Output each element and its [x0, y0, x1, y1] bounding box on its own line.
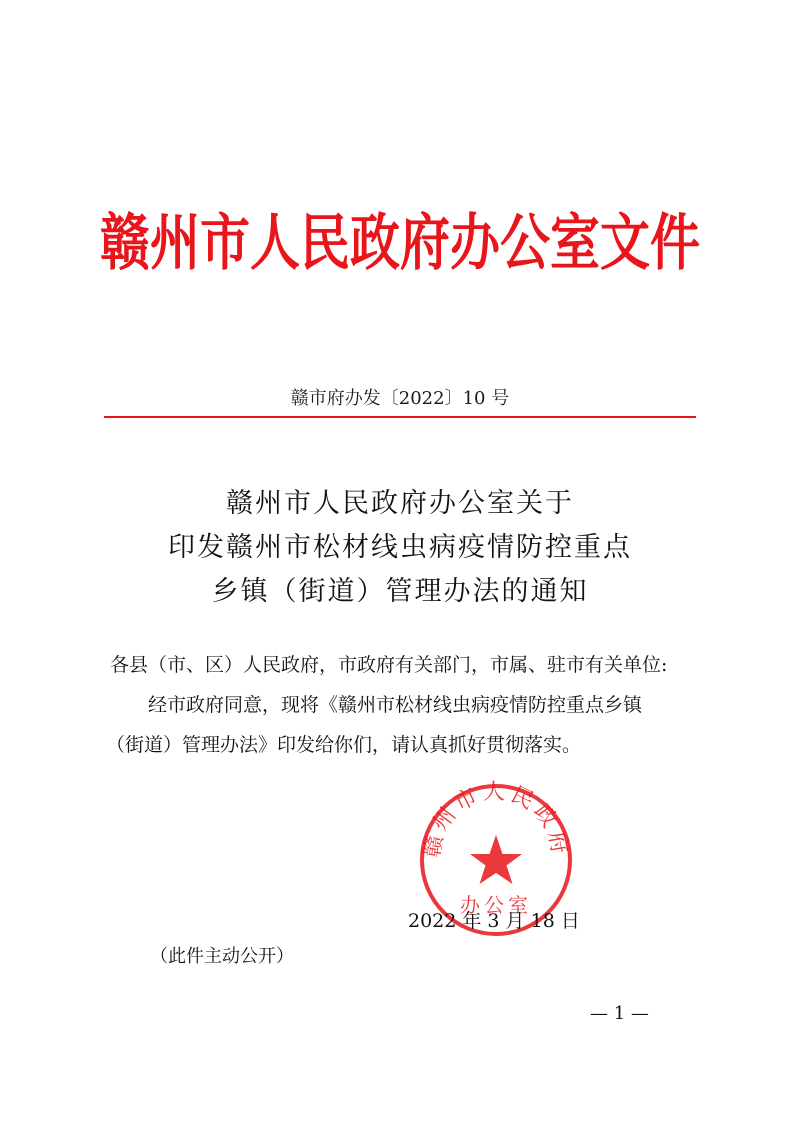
body-paragraph-line-1: 经市政府同意，现将《赣州市松材线虫病疫情防控重点乡镇 — [148, 694, 643, 716]
notice-title-line-2: 印发赣州市松材线虫病疫情防控重点 — [168, 532, 632, 563]
addressee-line: 各县（市、区）人民政府，市政府有关部门，市属、驻市有关单位: — [110, 654, 668, 676]
issue-date: 2022 年 3 月 18 日 — [408, 910, 580, 932]
notice-title-line-1: 赣州市人民政府办公室关于 — [226, 488, 574, 519]
svg-text:办公室: 办公室 — [460, 893, 532, 917]
page-number: — 1 — — [590, 1003, 649, 1024]
document-number: 赣市府办发〔2022〕10 号 — [290, 388, 510, 409]
svg-text:赣州市人民政府: 赣州市人民政府 — [419, 780, 573, 860]
seal-star-icon — [470, 835, 522, 884]
notice-body — [106, 645, 702, 765]
notice-title — [0, 482, 800, 614]
public-disclosure-note: （此件主动公开） — [150, 946, 294, 967]
body-paragraph-line-2: （街道）管理办法》印发给你们，请认真抓好贯彻落实。 — [106, 734, 582, 756]
document-header-title: 赣州市人民政府办公室文件 — [100, 206, 700, 279]
red-divider-line — [104, 416, 696, 418]
notice-title-line-3: 乡镇（街道）管理办法的通知 — [211, 576, 589, 607]
